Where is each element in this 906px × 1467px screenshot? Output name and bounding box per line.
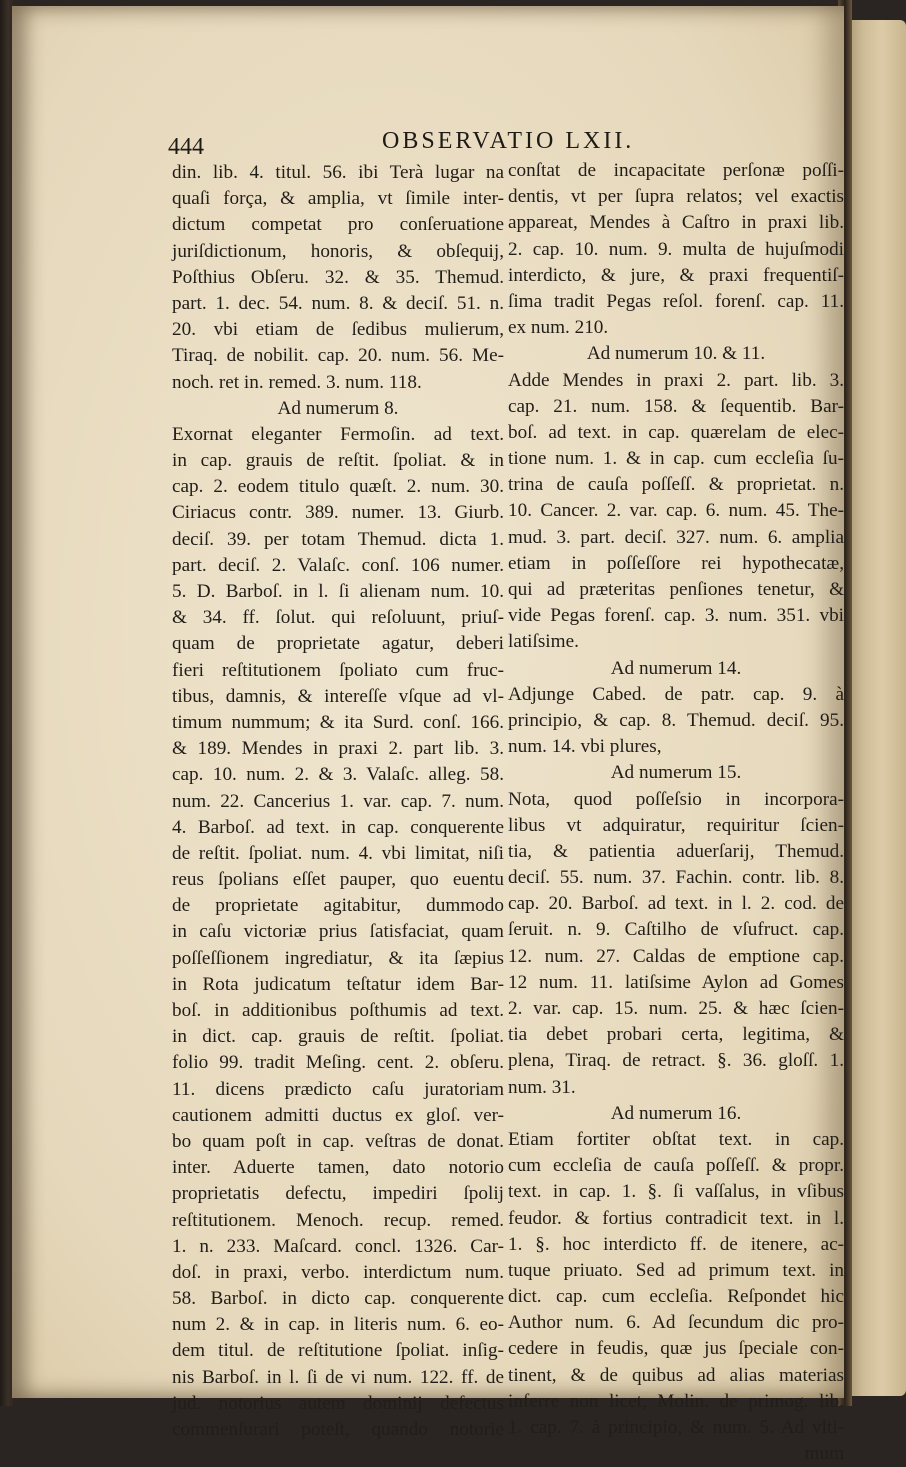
text-line: deciſ. 39. per totam Themud. dicta 1.	[172, 528, 504, 550]
text-line: inter. Aduerte tamen, dato notorio	[172, 1157, 504, 1179]
text-line: deciſ. 55. num. 37. Fachin. contr. lib. 8.	[508, 867, 844, 889]
left-text-column	[172, 160, 504, 1443]
section-heading: Ad numerum 16.	[610, 1102, 742, 1124]
text-line: cap. 2. eodem titulo quæſt. 2. num. 30.	[172, 476, 504, 498]
text-line: fieri reſtitutionem ſpoliato cum fruc-	[172, 659, 504, 681]
text-line: 12 num. 11. latiſsime Aylon ad Gomes	[508, 971, 844, 993]
text-line: de reſtit. ſpoliat. num. 4. vbi limitat, niſi	[172, 842, 504, 864]
book-page	[12, 6, 844, 1465]
text-line: reus ſpolians eſſet pauper, quo euentu	[172, 869, 504, 891]
text-line: jud. notorius autem dominij defectus	[172, 1392, 504, 1414]
text-line: etiam in poſſeſſore rei hypothecatæ,	[508, 552, 844, 574]
text-line: juriſdictionum, honoris, & obſequij,	[172, 240, 504, 262]
text-line: tuque priuato. Sed ad primum text. in	[508, 1259, 844, 1281]
text-line: text. in cap. 1. §. ſi vaſſalus, in vſibus	[508, 1181, 844, 1203]
text-line: reſtitutionem. Menoch. recup. remed.	[172, 1209, 504, 1231]
text-line: dem titul. de reſtitutione ſpoliat. inſig-	[172, 1340, 504, 1362]
text-line: feudor. & fortius contradicit text. in l.	[508, 1207, 844, 1229]
section-heading: Ad numerum 10. & 11.	[586, 343, 766, 365]
text-line: Exornat eleganter Fermoſin. ad text.	[172, 423, 504, 445]
text-line: timum nummum; & ita Surd. conſ. 166.	[172, 711, 504, 733]
text-line: 20. vbi etiam de ſedibus mulierum,	[172, 319, 504, 341]
text-line: conſtat de incapacitate perſonæ poſſi-	[508, 160, 844, 181]
facing-page-edge	[846, 20, 906, 1396]
text-line: cap. 10. num. 2. & 3. Valaſc. alleg. 58.	[172, 764, 504, 786]
text-line: din. lib. 4. titul. 56. ibi Terà lugar na	[172, 162, 504, 183]
text-line: ſima tradit Pegas reſol. forenſ. cap. 11.	[508, 290, 844, 312]
text-line: boſ. ad text. in cap. quærelam de elec-	[508, 421, 844, 443]
text-line: noch. ret in. remed. 3. num. 118.	[172, 371, 422, 393]
text-line: 2. var. cap. 15. num. 25. & hæc ſcien-	[508, 998, 844, 1019]
text-line: de proprietate agitabitur, dummodo	[172, 895, 504, 917]
text-line: Etiam fortiter obſtat text. in cap.	[508, 1128, 844, 1150]
text-line: Ciriacus contr. 389. numer. 13. Giurb.	[172, 502, 504, 524]
text-line: quaſi força, & amplia, vt ſimile inter-	[172, 188, 504, 210]
text-line: Poſthius Obſeru. 32. & 35. Themud.	[172, 266, 504, 288]
section-heading: Ad numerum 14.	[610, 657, 742, 679]
text-line: latiſsime.	[508, 631, 579, 653]
text-line: ſeruit. n. 9. Caſtilho de vſufruct. cap.	[508, 919, 844, 941]
text-line: num. 14. vbi plures,	[508, 736, 662, 758]
text-line: in cap. grauis de reſtit. ſpoliat. & in	[172, 450, 504, 472]
text-line: Nota, quod poſſeſsio in incorpora-	[508, 788, 844, 810]
text-line: folio 99. tradit Meſing. cent. 2. obſeru.	[172, 1052, 504, 1074]
text-line: poſſeſſionem ingrediatur, & ita ſæpius	[172, 947, 504, 969]
text-line: tia, & patientia aduerſarij, Themud.	[508, 840, 844, 862]
text-line: Adde Mendes in praxi 2. part. lib. 3.	[508, 369, 844, 391]
text-line: nis Barboſ. in l. ſi de vi num. 122. ff. de	[172, 1366, 504, 1388]
text-line: num. 22. Cancerius 1. var. cap. 7. num.	[172, 790, 504, 812]
right-text-column	[508, 158, 844, 1467]
text-line: in caſu victoriæ prius ſatisfaciat, quam	[172, 921, 504, 943]
text-line: qui ad præteritas penſiones tenetur, &	[508, 579, 844, 600]
text-line: part. 1. dec. 54. num. 8. & deciſ. 51. n.	[172, 292, 504, 314]
text-line: 1. n. 233. Maſcard. concl. 1326. Car-	[172, 1235, 504, 1257]
text-line: principio, & cap. 8. Themud. deciſ. 95.	[508, 709, 844, 731]
text-line: Adjunge Cabed. de patr. cap. 9. à	[508, 683, 844, 705]
text-line: tione num. 1. & in cap. cum eccleſia ſu-	[508, 448, 844, 470]
text-line: cap. 20. Barboſ. ad text. in l. 2. cod. de	[508, 893, 844, 915]
text-line: doſ. in praxi, verbo. interdictum num.	[172, 1261, 504, 1283]
text-line: libus vt adquiratur, requiritur ſcien-	[508, 814, 844, 836]
text-line: inferre non licet, Molin. de primog. lib.	[508, 1390, 844, 1412]
text-line: 1. §. hoc interdicto ff. de itenere, ac-	[508, 1233, 844, 1255]
text-line: tia debet probari certa, legitima, &	[508, 1024, 844, 1046]
text-line: num. 31.	[508, 1076, 576, 1098]
section-heading: Ad numerum 8.	[277, 397, 399, 419]
text-line: 12. num. 27. Caldas de emptione cap.	[508, 945, 844, 967]
text-line: tinent, & de quibus ad alias materias	[508, 1364, 844, 1386]
text-line: quam de proprietate agatur, deberi	[172, 633, 504, 655]
text-line: part. deciſ. 2. Valaſc. conſ. 106 numer.	[172, 554, 504, 576]
text-line: cap. 21. num. 158. & ſequentib. Bar-	[508, 395, 844, 417]
text-line: & 34. ff. ſolut. qui reſoluunt, priuſ-	[172, 607, 504, 629]
text-line: 4. Barboſ. ad text. in cap. conquerente	[172, 816, 504, 838]
text-line: & 189. Mendes in praxi 2. part lib. 3.	[172, 738, 504, 760]
text-line: cum eccleſia de cauſa poſſeſſ. & propr.	[508, 1155, 844, 1177]
text-line: num 2. & in cap. in literis num. 6. eo-	[172, 1314, 504, 1336]
text-line: plena, Tiraq. de retract. §. 36. gloſſ. 1.	[508, 1050, 844, 1072]
text-line: dentis, vt per ſupra relatos; vel exactis	[508, 186, 844, 208]
catchword: mum	[804, 1443, 844, 1465]
text-line: interdicto, & jure, & praxi frequentiſ-	[508, 264, 844, 286]
text-line: ex num. 210.	[508, 317, 609, 339]
page-number: 444	[168, 134, 204, 160]
text-line: 1. cap. 7. à principio, & num. 5. Ad vlti-	[508, 1417, 844, 1438]
text-line: 10. Cancer. 2. var. cap. 6. num. 45. The-	[508, 500, 844, 522]
text-line: proprietatis defectu, impediri ſpolij	[172, 1183, 504, 1205]
text-line: dictum competat pro conſeruatione	[172, 214, 504, 236]
text-line: appareat, Mendes à Caſtro in praxi lib.	[508, 212, 844, 234]
text-line: tibus, damnis, & intereſſe vſque ad vl-	[172, 685, 504, 707]
text-line: 11. dicens prædicto caſu juratoriam	[172, 1078, 504, 1100]
text-line: Author num. 6. Ad ſecundum dic pro-	[508, 1312, 844, 1334]
text-line: in dict. cap. grauis de reſtit. ſpoliat.	[172, 1026, 504, 1048]
text-line: commenſurari poteſt, quando notorie	[172, 1419, 504, 1440]
text-line: 58. Barboſ. in dicto cap. conquerente	[172, 1288, 504, 1310]
text-line: bo quam poſt in cap. veſtras de donat.	[172, 1130, 504, 1152]
text-line: cautionem admitti ductus ex gloſ. ver-	[172, 1104, 504, 1126]
text-line: vide Pegas forenſ. cap. 3. num. 351. vbi	[508, 605, 844, 627]
text-line: 5. D. Barboſ. in l. ſi alienam num. 10.	[172, 581, 504, 602]
section-heading: Ad numerum 15.	[610, 762, 742, 784]
running-title: OBSERVATIO LXII.	[382, 128, 635, 154]
text-line: boſ. in additionibus poſthumis ad text.	[172, 1000, 504, 1021]
text-line: in Rota judicatum teſtatur idem Bar-	[172, 973, 504, 995]
text-line: trina de cauſa poſſeſſ. & proprietat. n.	[508, 474, 844, 496]
text-line: dict. cap. cum eccleſia. Reſpondet hic	[508, 1286, 844, 1308]
text-line: cedere in feudis, quæ jus ſpeciale con-	[508, 1338, 844, 1360]
text-line: mud. 3. part. deciſ. 327. num. 6. amplia	[508, 526, 844, 548]
text-line: Tiraq. de nobilit. cap. 20. num. 56. Me-	[172, 345, 504, 367]
text-line: 2. cap. 10. num. 9. multa de hujuſmodi	[508, 238, 844, 260]
